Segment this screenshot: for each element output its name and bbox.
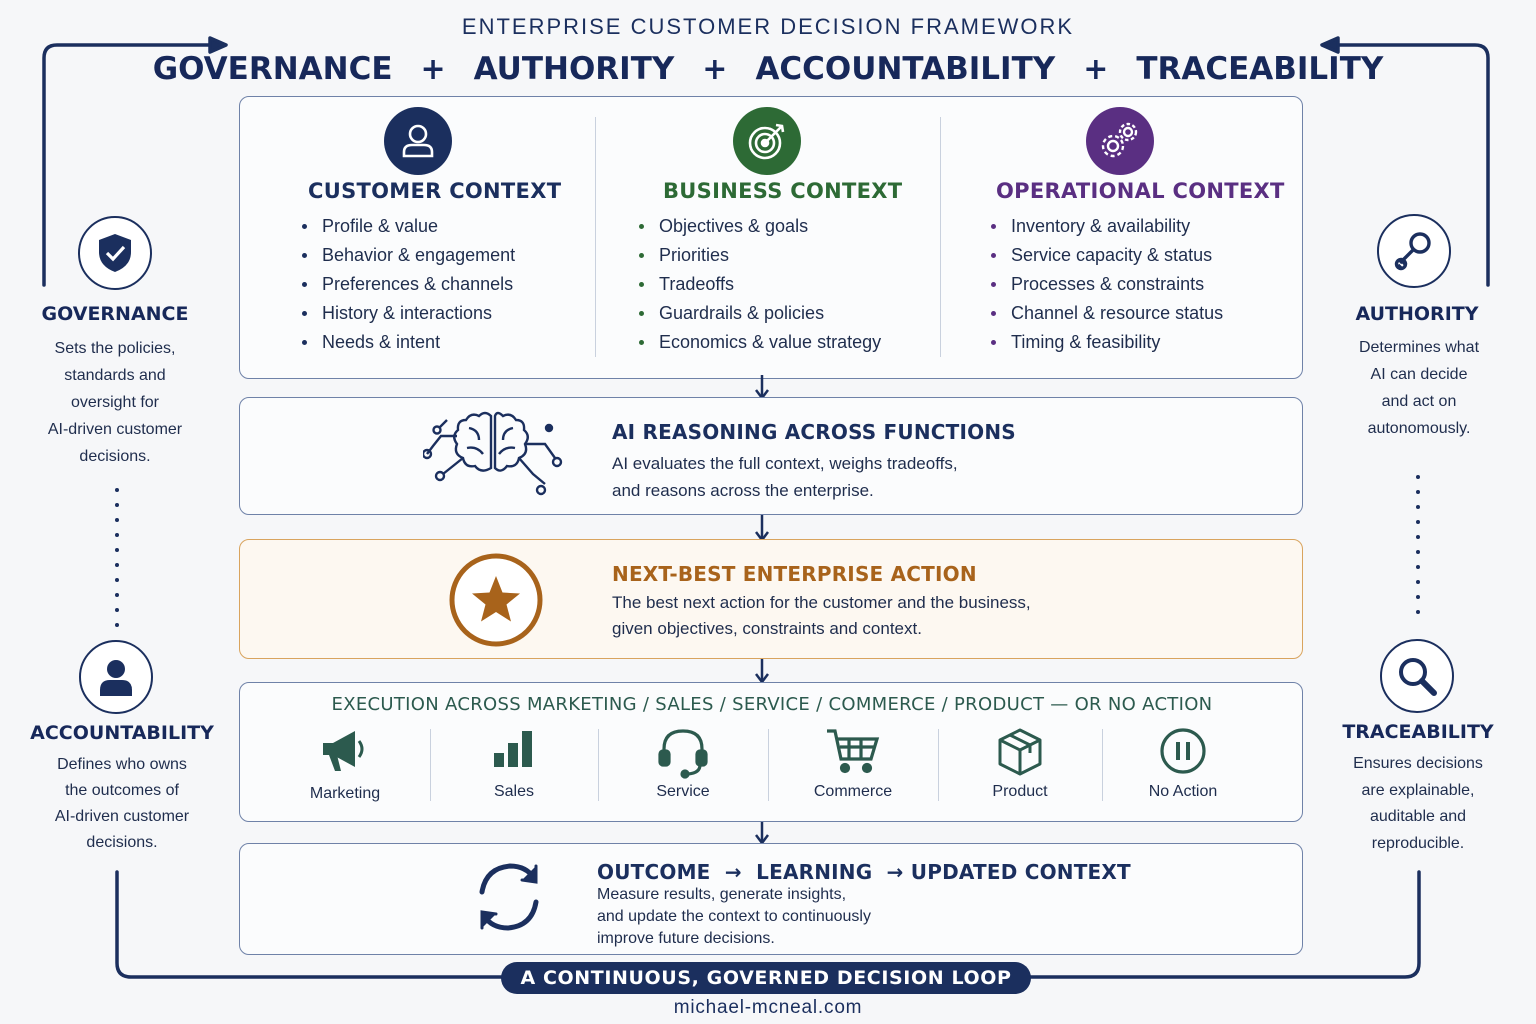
text-line: oversight for	[70, 394, 160, 411]
next-best-action-line-1: The best next action for the customer and the business,	[612, 593, 1031, 612]
execution-panel	[239, 682, 1303, 822]
list-item: Processes & constraints	[989, 270, 1223, 299]
execution-label: Marketing	[309, 785, 381, 802]
operational-context-title: OPERATIONAL CONTEXT	[996, 179, 1285, 203]
next-best-action-title: NEXT-BEST ENTERPRISE ACTION	[612, 562, 977, 586]
list-item: Guardrails & policies	[637, 299, 881, 328]
magnifier-icon	[1395, 654, 1439, 698]
governance-description	[25, 335, 205, 470]
list-item: Inventory & availability	[989, 212, 1223, 241]
next-best-action-panel	[239, 539, 1303, 659]
list-item: Tradeoffs	[637, 270, 881, 299]
customer-context	[240, 97, 595, 378]
list-item: Objectives & goals	[637, 212, 881, 241]
pillar-accountability: ACCOUNTABILITY	[755, 51, 1056, 87]
business-context	[595, 97, 940, 378]
governance-title: GOVERNANCE	[41, 303, 189, 325]
text-line: decisions.	[86, 834, 158, 851]
text-line: the outcomes of	[65, 782, 179, 799]
cart-icon	[825, 727, 881, 780]
person-icon	[384, 107, 452, 175]
execution-item-service	[598, 683, 768, 823]
text-line: Defines who owns	[57, 756, 187, 773]
business-context-title: BUSINESS CONTEXT	[663, 179, 903, 203]
refresh-cycle-icon	[470, 858, 548, 936]
list-item: Needs & intent	[300, 328, 515, 357]
outcome-title: OUTCOME → LEARNING → UPDATED CONTEXT	[597, 860, 1131, 884]
authority-badge	[1377, 214, 1451, 288]
list-item: Priorities	[637, 241, 881, 270]
list-item: Preferences & channels	[300, 270, 515, 299]
framework-subtitle: ENTERPRISE CUSTOMER DECISION FRAMEWORK	[461, 14, 1075, 39]
outcome-panel	[239, 843, 1303, 955]
next-best-action-line-2: given objectives, constraints and context.	[612, 619, 922, 638]
pillar-headline	[0, 46, 1536, 92]
traceability-description	[1328, 751, 1508, 857]
ai-reasoning-line-2: and reasons across the enterprise.	[612, 481, 874, 500]
list-item: Service capacity & status	[989, 241, 1223, 270]
list-item: Behavior & engagement	[300, 241, 515, 270]
execution-label: Service	[656, 783, 710, 800]
text-line: standards and	[64, 367, 166, 384]
star-badge-icon	[448, 552, 544, 648]
accountability-badge	[79, 640, 153, 714]
key-icon	[1392, 229, 1436, 273]
traceability-badge	[1380, 639, 1454, 713]
text-line: decisions.	[79, 448, 151, 465]
ai-reasoning-panel	[239, 397, 1303, 515]
execution-label: Product	[992, 783, 1048, 800]
plus-separator: +	[702, 51, 728, 87]
execution-label: Commerce	[813, 783, 893, 800]
text-line: Ensures decisions	[1353, 755, 1483, 772]
execution-label: Sales	[493, 783, 535, 800]
text-line: are explainable,	[1361, 781, 1475, 799]
authority-description	[1329, 334, 1509, 442]
text-line: Sets the policies,	[54, 340, 176, 357]
text-line: AI-driven customer	[47, 421, 183, 438]
plus-separator: +	[1083, 51, 1109, 87]
target-icon	[733, 107, 801, 175]
flow-arrow-icon	[754, 656, 770, 684]
list-item: History & interactions	[300, 299, 515, 328]
person-icon	[96, 656, 136, 698]
customer-context-list	[300, 212, 515, 357]
customer-context-title: CUSTOMER CONTEXT	[308, 179, 562, 203]
execution-item-commerce	[768, 683, 938, 823]
dotted-connector	[1416, 475, 1420, 625]
bar-chart-icon	[492, 727, 536, 774]
execution-label: No Action	[1148, 783, 1218, 800]
traceability-title: TRACEABILITY	[1342, 721, 1494, 743]
operational-context	[940, 97, 1304, 378]
pause-icon	[1159, 727, 1207, 780]
shield-check-icon	[96, 232, 134, 274]
outcome-line-2: and update the context to continuously	[597, 908, 871, 925]
gears-icon	[1086, 107, 1154, 175]
text-line: Determines what	[1358, 339, 1480, 356]
text-line: AI can decide	[1370, 366, 1468, 383]
text-line: auditable and	[1369, 808, 1467, 825]
business-context-list	[637, 212, 881, 357]
accountability-description	[32, 752, 212, 856]
list-item: Profile & value	[300, 212, 515, 241]
text-line: reproducible.	[1371, 834, 1465, 852]
text-line: autonomously.	[1367, 420, 1471, 437]
brain-network-icon	[423, 406, 565, 498]
operational-context-list	[989, 212, 1223, 357]
text-line: and act on	[1381, 393, 1457, 410]
execution-item-marketing	[250, 683, 440, 823]
list-item: Economics & value strategy	[637, 328, 881, 357]
box-icon	[996, 727, 1044, 782]
context-panel	[239, 96, 1303, 379]
flow-arrow-icon	[754, 512, 770, 542]
dotted-connector	[115, 488, 119, 638]
execution-item-sales	[430, 683, 598, 823]
pillar-traceability: TRACEABILITY	[1136, 51, 1384, 87]
outcome-line-3: improve future decisions.	[597, 930, 775, 947]
pillar-governance: GOVERNANCE	[152, 51, 393, 87]
megaphone-icon	[319, 727, 371, 778]
decision-loop-banner: A CONTINUOUS, GOVERNED DECISION LOOP	[501, 962, 1031, 994]
execution-item-no-action	[1102, 683, 1264, 823]
execution-item-product	[938, 683, 1102, 823]
list-item: Channel & resource status	[989, 299, 1223, 328]
accountability-title: ACCOUNTABILITY	[30, 722, 214, 744]
footer-website: michael-mcneal.com	[673, 997, 863, 1018]
execution-title: EXECUTION ACROSS MARKETING / SALES / SERVICE / COMMERCE / PRODUCT — OR NO ACTION	[331, 694, 1213, 715]
ai-reasoning-title: AI REASONING ACROSS FUNCTIONS	[612, 420, 1016, 444]
outcome-line-1: Measure results, generate insights,	[597, 886, 847, 903]
list-item: Timing & feasibility	[989, 328, 1223, 357]
headset-icon	[656, 727, 710, 784]
text-line: AI-driven customer	[54, 808, 190, 825]
plus-separator: +	[420, 51, 446, 87]
ai-reasoning-line-1: AI evaluates the full context, weighs tradeoffs,	[612, 454, 958, 473]
authority-title: AUTHORITY	[1355, 303, 1479, 325]
pillar-authority: AUTHORITY	[473, 51, 675, 87]
governance-badge	[78, 216, 152, 290]
